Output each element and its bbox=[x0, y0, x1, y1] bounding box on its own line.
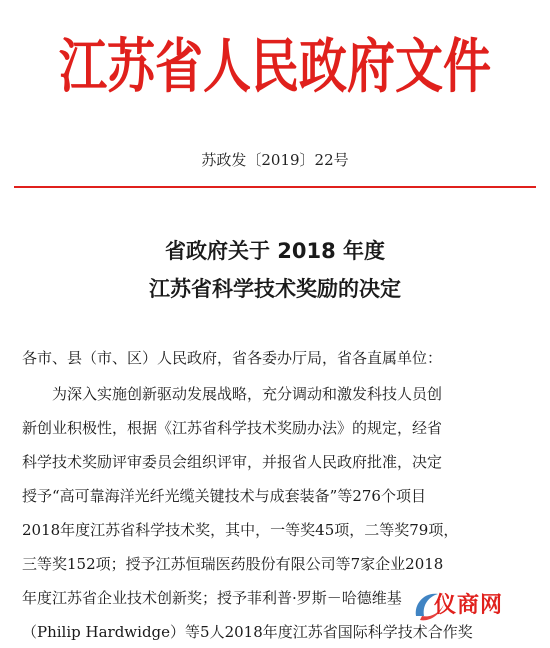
body-line: 2018年度江苏省科学技术奖，其中，一等奖45项，二等奖79项， bbox=[22, 521, 459, 539]
body-line: 新创业积极性，根据《江苏省科学技术奖励办法》的规定，经省 bbox=[22, 419, 443, 437]
body-line: 授予“高可靠海洋光纤光缆关键技术与成套装备”等276个项目 bbox=[22, 487, 426, 505]
document-title-line-1: 省政府关于 2018 年度 bbox=[164, 239, 386, 263]
document-masthead: 江苏省人民政府文件 bbox=[58, 32, 491, 101]
site-watermark bbox=[410, 586, 550, 626]
body-line: 三等奖152项；授予江苏恒瑞医药股份有限公司等7家企业2018 bbox=[22, 555, 444, 573]
body-line: 为深入实施创新驱动发展战略，充分调动和激发科技人员创 bbox=[22, 385, 443, 403]
watermark-text: 仪商网 bbox=[434, 593, 504, 618]
body-line: 科学技术奖励评审委员会组织评审，并报省人民政府批准，决定 bbox=[22, 453, 443, 471]
document-number: 苏政发〔2019〕22号 bbox=[201, 151, 349, 169]
body-line: 年度江苏省企业技术创新奖；授予菲利普·罗斯－哈德维基 bbox=[22, 589, 402, 607]
body-line: （Philip Hardwidge）等5人2018年度江苏省国际科学技术合作奖 bbox=[22, 623, 473, 641]
salutation-line: 各市、县（市、区）人民政府，省各委办厅局，省各直属单位： bbox=[22, 349, 443, 367]
red-divider-line bbox=[14, 186, 536, 188]
document-title-line-2: 江苏省科学技术奖励的决定 bbox=[149, 277, 401, 301]
